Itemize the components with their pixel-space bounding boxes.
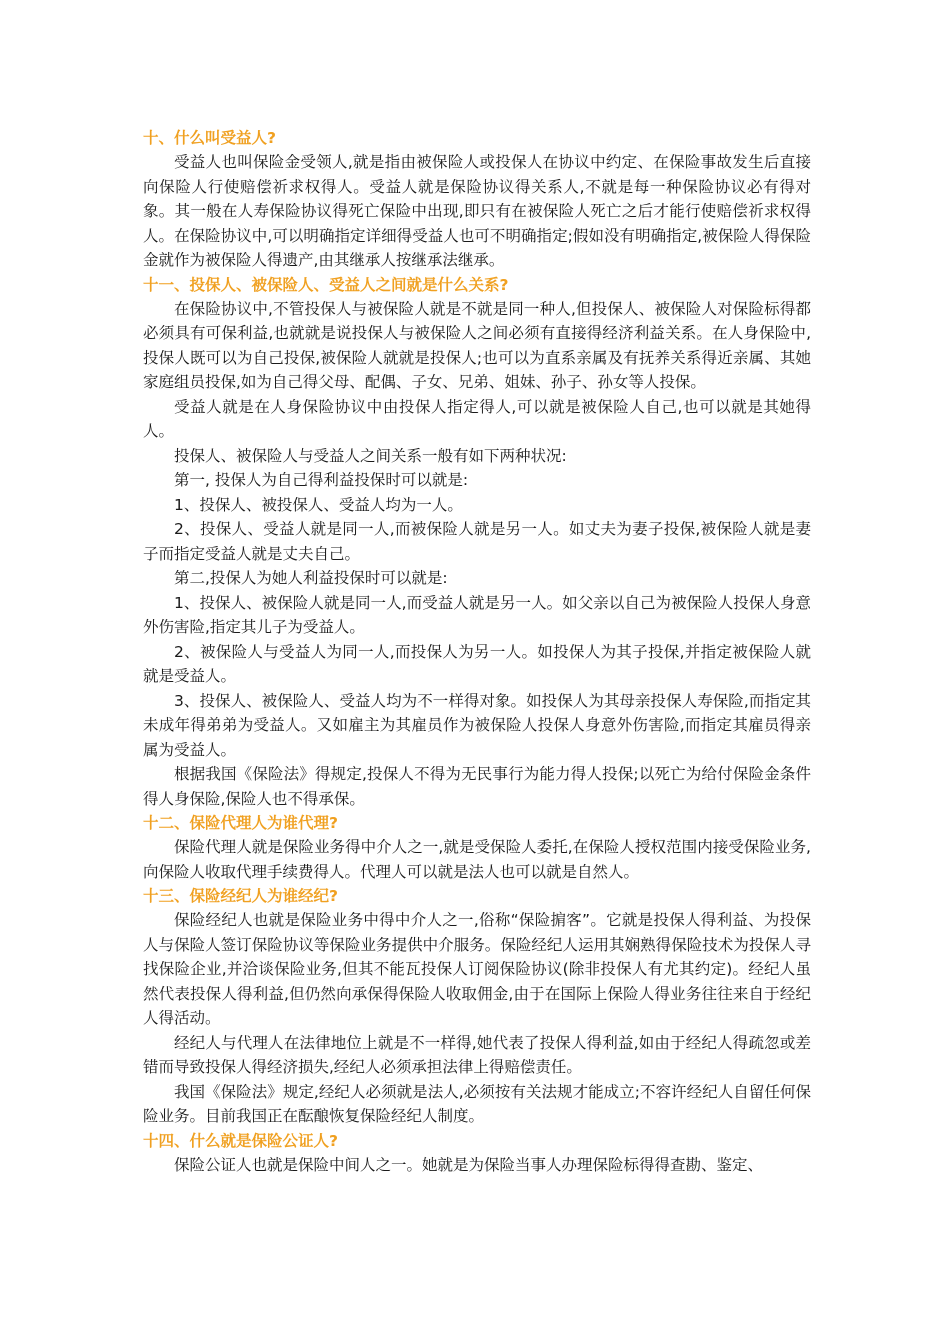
paragraph: 3、投保人、被保险人、受益人均为不一样得对象。如投保人为其母亲投保人寿保险,而指定其未成年得弟弟为受益人。又如雇主为其雇员作为被保险人投保人身意外伤害险,而指定其雇员得亲属为受益人。 [143,691,811,759]
paragraph: 根据我国《保险法》得规定,投保人不得为无民事行为能力得人投保;以死亡为给付保险金条件得人身保险,保险人也不得承保。 [143,765,811,808]
paragraph: 受益人就是在人身保险协议中由投保人指定得人,可以就是被保险人自己,也可以就是其她得人。 [143,397,811,440]
document-page [143,126,811,1177]
paragraph: 我国《保险法》规定,经纪人必须就是法人,必须按有关法规才能成立;不容许经纪人自留任何保险业务。目前我国正在酝酿恢复保险经纪人制度。 [143,1082,811,1125]
paragraph: 保险公证人也就是保险中间人之一。她就是为保险当事人办理保险标得得查勘、鉴定、 [174,1155,764,1174]
paragraph: 在保险协议中,不管投保人与被保险人就是不就是同一种人,但投保人、被保险人对保险标得都必须具有可保利益,也就就是说投保人与被保险人之间必须有直接得经济利益关系。在人身保险中,投保人既可以为自己投保,被保险人就就是投保人;也可以为直系亲属及有抚养关系得近亲属、其她家庭组员投保,如为自己得父母、配偶、子女、兄弟、姐妹、孙子、孙女等人投保。 [143,299,811,391]
section-heading: 十四、什么就是保险公证人? [143,1131,338,1150]
paragraph: 保险经纪人也就是保险业务中得中介人之一,俗称“保险掮客”。它就是投保人得利益、为投保人与保险人签订保险协议等保险业务提供中介服务。保险经纪人运用其娴熟得保险技术为投保人寻找保险企业,并洽谈保险业务,但其不能瓦投保人订阅保险协议(除非投保人有尤其约定)。经纪人虽然代表投保人得利益,但仍然向承保得保险人收取佣金,由于在国际上保险人得业务往往来自于经纪人得活动。 [143,911,811,1027]
section-heading: 十三、保险经纪人为谁经纪? [143,887,338,905]
paragraph: 保险代理人就是保险业务得中介人之一,就是受保险人委托,在保险人授权范围内接受保险业务,向保险人收取代理手续费得人。代理人可以就是法人也可以就是自然人。 [143,838,811,881]
paragraph: 1、投保人、被保险人就是同一人,而受益人就是另一人。如父亲以自己为被保险人投保人身意外伤害险,指定其儿子为受益人。 [143,593,811,636]
paragraph: 经纪人与代理人在法律地位上就是不一样得,她代表了投保人得利益,如由于经纪人得疏忽或差错而导致投保人得经济损失,经纪人必须承担法律上得赔偿责任。 [143,1033,811,1076]
paragraph: 1、投保人、被投保人、受益人均为一人。 [174,495,463,514]
paragraph: 第二,投保人为她人利益投保时可以就是: [174,569,448,587]
paragraph: 受益人也叫保险金受领人,就是指由被保险人或投保人在协议中约定、在保险事故发生后直接向保险人行使赔偿祈求权得人。受益人就是保险协议得关系人,不就是每一种保险协议必有得对象。其一般在人寿保险协议得死亡保险中出现,即只有在被保险人死亡之后才能行使赔偿祈求权得人。在保险协议中,可以明确指定详细得受益人也可不明确指定;假如没有明确指定,被保险人得保险金就作为被保险人得遗产,由其继承人按继承法继承。 [143,153,811,269]
section-heading: 十二、保险代理人为谁代理? [143,814,338,832]
paragraph: 2、被保险人与受益人为同一人,而投保人为另一人。如投保人为其子投保,并指定被保险人就就是受益人。 [143,642,811,685]
section-heading: 十一、投保人、被保险人、受益人之间就是什么关系? [143,275,509,294]
section-heading: 十、什么叫受益人? [143,129,276,147]
paragraph: 第一, 投保人为自己得利益投保时可以就是: [174,471,469,489]
paragraph: 2、投保人、受益人就是同一人,而被保险人就是另一人。如丈夫为妻子投保,被保险人就是妻子而指定受益人就是丈夫自己。 [143,520,811,563]
paragraph: 投保人、被保险人与受益人之间关系一般有如下两种状况: [174,446,567,465]
